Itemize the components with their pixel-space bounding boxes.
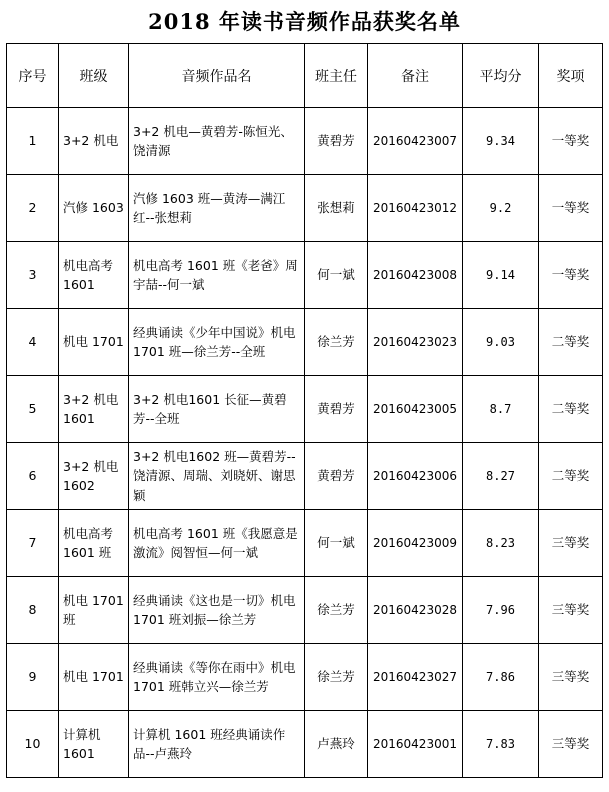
- cell-award: 一等奖: [539, 242, 603, 309]
- cell-note: 20160423008: [368, 242, 463, 309]
- award-table: [6, 43, 603, 778]
- cell-teacher: 何一斌: [305, 510, 368, 577]
- cell-work: 3+2 机电1602 班—黄碧芳--饶清源、周瑞、刘晓妍、谢思颖: [129, 443, 305, 510]
- table-row: [7, 309, 603, 376]
- cell-score: 8.7: [463, 376, 539, 443]
- cell-award: 二等奖: [539, 443, 603, 510]
- cell-note: 20160423007: [368, 108, 463, 175]
- table-row: [7, 108, 603, 175]
- cell-work: 经典诵读《这也是一切》机电 1701 班刘振—徐兰芳: [129, 577, 305, 644]
- header-index: 序号: [7, 44, 59, 108]
- cell-score: 8.23: [463, 510, 539, 577]
- cell-work: 汽修 1603 班—黄涛—满江红--张想莉: [129, 175, 305, 242]
- cell-award: 三等奖: [539, 711, 603, 778]
- cell-work: 计算机 1601 班经典诵读作品--卢燕玲: [129, 711, 305, 778]
- header-award: 奖项: [539, 44, 603, 108]
- header-note: 备注: [368, 44, 463, 108]
- cell-score: 9.14: [463, 242, 539, 309]
- cell-teacher: 张想莉: [305, 175, 368, 242]
- table-row: [7, 577, 603, 644]
- table-row: [7, 644, 603, 711]
- cell-index: 3: [7, 242, 59, 309]
- cell-score: 7.83: [463, 711, 539, 778]
- cell-score: 9.2: [463, 175, 539, 242]
- header-row: [7, 44, 603, 108]
- cell-work: 3+2 机电—黄碧芳-陈恒光、饶清源: [129, 108, 305, 175]
- cell-score: 7.86: [463, 644, 539, 711]
- cell-teacher: 何一斌: [305, 242, 368, 309]
- cell-score: 9.03: [463, 309, 539, 376]
- cell-score: 7.96: [463, 577, 539, 644]
- cell-class: 3+2 机电: [59, 108, 129, 175]
- cell-note: 20160423001: [368, 711, 463, 778]
- cell-index: 5: [7, 376, 59, 443]
- cell-award: 二等奖: [539, 376, 603, 443]
- cell-teacher: 黄碧芳: [305, 443, 368, 510]
- cell-award: 三等奖: [539, 577, 603, 644]
- table-row: [7, 443, 603, 510]
- header-class: 班级: [59, 44, 129, 108]
- cell-teacher: 黄碧芳: [305, 108, 368, 175]
- cell-index: 10: [7, 711, 59, 778]
- cell-index: 4: [7, 309, 59, 376]
- cell-teacher: 徐兰芳: [305, 644, 368, 711]
- cell-note: 20160423009: [368, 510, 463, 577]
- cell-teacher: 黄碧芳: [305, 376, 368, 443]
- table-row: [7, 175, 603, 242]
- cell-award: 三等奖: [539, 644, 603, 711]
- cell-work: 3+2 机电1601 长征—黄碧芳--全班: [129, 376, 305, 443]
- cell-class: 机电 1701: [59, 644, 129, 711]
- cell-work: 机电高考 1601 班《我愿意是激流》阅智恒—何一斌: [129, 510, 305, 577]
- header-teacher: 班主任: [305, 44, 368, 108]
- cell-note: 20160423006: [368, 443, 463, 510]
- cell-award: 二等奖: [539, 309, 603, 376]
- cell-award: 一等奖: [539, 175, 603, 242]
- cell-class: 机电高考 1601 班: [59, 510, 129, 577]
- cell-class: 机电 1701 班: [59, 577, 129, 644]
- cell-index: 1: [7, 108, 59, 175]
- cell-note: 20160423005: [368, 376, 463, 443]
- cell-class: 计算机 1601: [59, 711, 129, 778]
- cell-note: 20160423012: [368, 175, 463, 242]
- header-work: 音频作品名: [129, 44, 305, 108]
- header-score: 平均分: [463, 44, 539, 108]
- page-title: 2018 年读书音频作品获奖名单: [148, 9, 461, 34]
- cell-score: 8.27: [463, 443, 539, 510]
- cell-index: 2: [7, 175, 59, 242]
- table-row: [7, 242, 603, 309]
- cell-class: 3+2 机电 1601: [59, 376, 129, 443]
- cell-note: 20160423028: [368, 577, 463, 644]
- cell-class: 3+2 机电 1602: [59, 443, 129, 510]
- cell-work: 经典诵读《少年中国说》机电 1701 班—徐兰芳--全班: [129, 309, 305, 376]
- cell-award: 三等奖: [539, 510, 603, 577]
- cell-index: 8: [7, 577, 59, 644]
- cell-score: 9.34: [463, 108, 539, 175]
- cell-note: 20160423027: [368, 644, 463, 711]
- table-row: [7, 376, 603, 443]
- cell-note: 20160423023: [368, 309, 463, 376]
- cell-teacher: 徐兰芳: [305, 309, 368, 376]
- cell-work: 经典诵读《等你在雨中》机电 1701 班韩立兴—徐兰芳: [129, 644, 305, 711]
- cell-teacher: 卢燕玲: [305, 711, 368, 778]
- cell-class: 机电高考 1601: [59, 242, 129, 309]
- cell-award: 一等奖: [539, 108, 603, 175]
- cell-index: 9: [7, 644, 59, 711]
- cell-index: 7: [7, 510, 59, 577]
- cell-teacher: 徐兰芳: [305, 577, 368, 644]
- table-row: [7, 711, 603, 778]
- cell-work: 机电高考 1601 班《老爸》周宇喆--何一斌: [129, 242, 305, 309]
- cell-class: 汽修 1603: [59, 175, 129, 242]
- cell-class: 机电 1701: [59, 309, 129, 376]
- cell-index: 6: [7, 443, 59, 510]
- table-row: [7, 510, 603, 577]
